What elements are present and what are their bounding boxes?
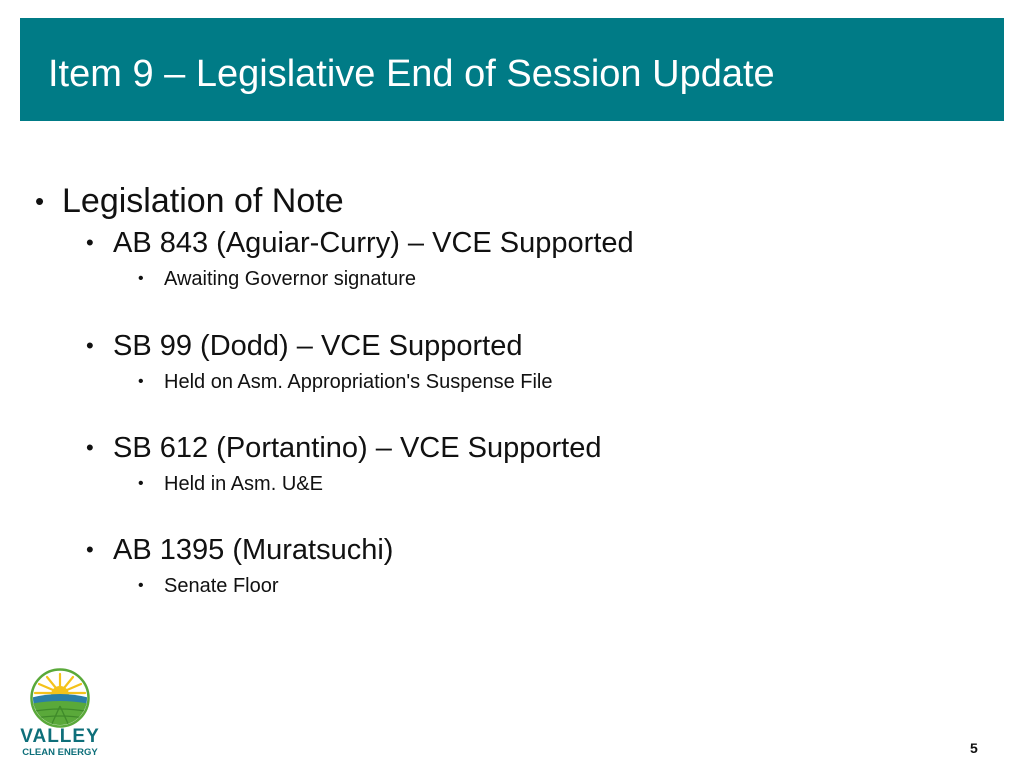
bill-status: Held in Asm. U&E (164, 473, 323, 495)
valley-clean-energy-logo (18, 668, 102, 760)
bill-status: Awaiting Governor signature (164, 268, 416, 290)
sun-over-fields-icon (30, 668, 90, 728)
logo-wordmark-clean-energy: CLEAN ENERGY (22, 747, 98, 758)
section-heading: Legislation of Note (62, 182, 344, 220)
bill-status: Senate Floor (164, 575, 279, 597)
bullet: • (86, 435, 94, 460)
bullet: • (138, 577, 144, 594)
logo-wordmark-valley: VALLEY (20, 726, 100, 747)
title-bar (20, 18, 1004, 121)
bill-label: SB 99 (Dodd) – VCE Supported (113, 330, 523, 362)
page-number: 5 (970, 740, 978, 756)
bill-label: AB 843 (Aguiar-Curry) – VCE Supported (113, 227, 634, 259)
bullet: • (138, 270, 144, 287)
bullet: • (138, 373, 144, 390)
bullet: • (138, 475, 144, 492)
bill-status: Held on Asm. Appropriation's Suspense File (164, 371, 553, 393)
bullet: • (35, 186, 45, 216)
bullet: • (86, 537, 94, 562)
slide-title: Item 9 – Legislative End of Session Update (48, 53, 775, 95)
bullet: • (86, 333, 94, 358)
bill-label: AB 1395 (Muratsuchi) (113, 534, 394, 566)
bullet: • (86, 230, 94, 255)
bill-label: SB 612 (Portantino) – VCE Supported (113, 432, 602, 464)
